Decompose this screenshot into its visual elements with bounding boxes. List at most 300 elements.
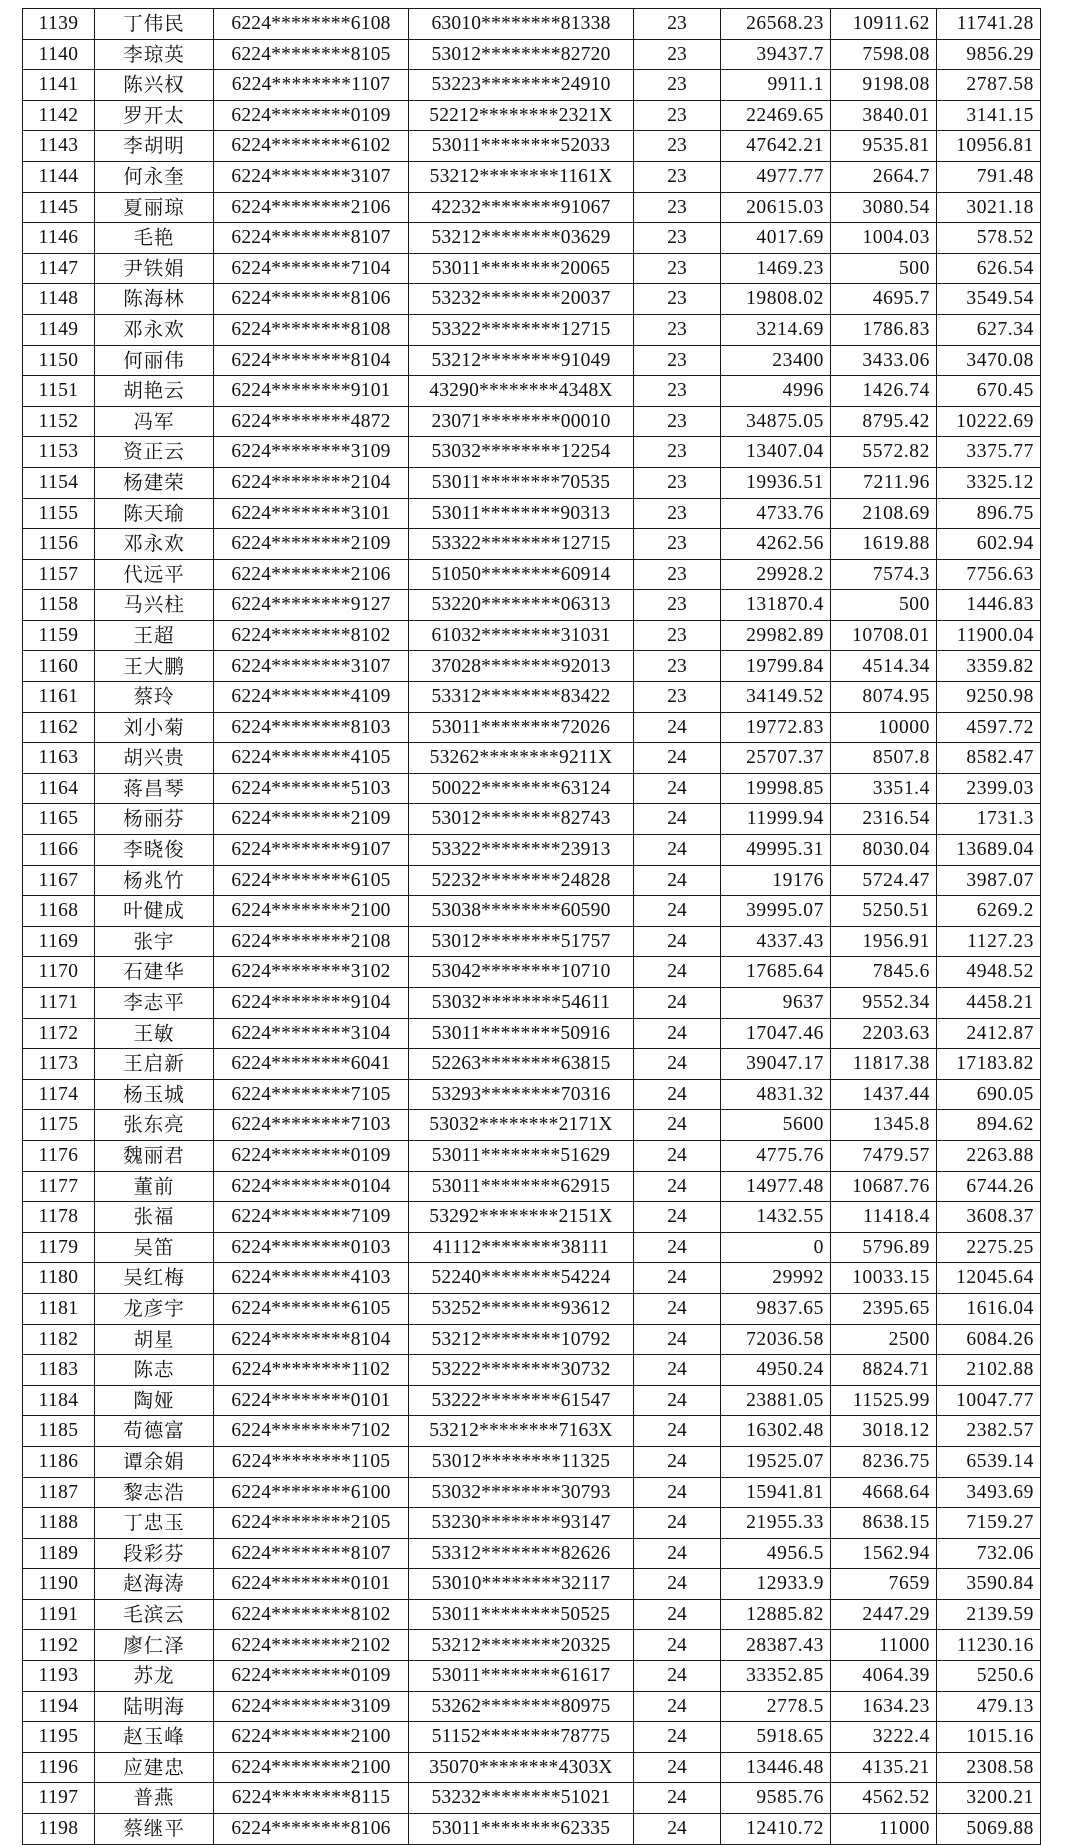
cell-amount_a: 19799.84 xyxy=(721,651,831,682)
cell-card: 6224********8105 xyxy=(214,39,409,70)
table-row xyxy=(23,1599,1041,1630)
table-row xyxy=(23,1263,1041,1294)
cell-name: 王敏 xyxy=(95,1018,214,1049)
cell-name: 杨建荣 xyxy=(95,467,214,498)
cell-card: 6224********0104 xyxy=(214,1171,409,1202)
cell-id: 53212********91049 xyxy=(409,345,634,376)
cell-seq: 1153 xyxy=(23,437,95,468)
cell-amount_a: 13446.48 xyxy=(721,1752,831,1783)
table-row xyxy=(23,1814,1041,1845)
cell-card: 6224********8104 xyxy=(214,345,409,376)
cell-amount_a: 39995.07 xyxy=(721,896,831,927)
cell-amount_b: 1426.74 xyxy=(831,376,937,407)
cell-amount_a: 4956.5 xyxy=(721,1538,831,1569)
cell-name: 吴红梅 xyxy=(95,1263,214,1294)
cell-amount_c: 7159.27 xyxy=(937,1508,1041,1539)
cell-amount_b: 3351.4 xyxy=(831,773,937,804)
cell-card: 6224********6105 xyxy=(214,865,409,896)
cell-amount_a: 4017.69 xyxy=(721,223,831,254)
cell-name: 蔡玲 xyxy=(95,682,214,713)
cell-amount_c: 9250.98 xyxy=(937,682,1041,713)
cell-name: 胡星 xyxy=(95,1324,214,1355)
cell-amount_b: 8795.42 xyxy=(831,406,937,437)
cell-amount_c: 791.48 xyxy=(937,161,1041,192)
cell-card: 6224********0109 xyxy=(214,100,409,131)
table-row xyxy=(23,896,1041,927)
cell-seq: 1142 xyxy=(23,100,95,131)
cell-amount_b: 4135.21 xyxy=(831,1752,937,1783)
cell-name: 苟德富 xyxy=(95,1416,214,1447)
cell-age: 24 xyxy=(634,1140,721,1171)
cell-amount_c: 3141.15 xyxy=(937,100,1041,131)
table-row xyxy=(23,1446,1041,1477)
table-row xyxy=(23,1324,1041,1355)
cell-amount_a: 34149.52 xyxy=(721,682,831,713)
cell-amount_c: 10956.81 xyxy=(937,131,1041,162)
cell-card: 6224********0101 xyxy=(214,1569,409,1600)
cell-amount_c: 896.75 xyxy=(937,498,1041,529)
cell-amount_b: 1004.03 xyxy=(831,223,937,254)
cell-card: 6224********8104 xyxy=(214,1324,409,1355)
cell-amount_a: 39047.17 xyxy=(721,1049,831,1080)
cell-amount_c: 2139.59 xyxy=(937,1599,1041,1630)
cell-amount_b: 9198.08 xyxy=(831,70,937,101)
cell-age: 24 xyxy=(634,1783,721,1814)
cell-amount_c: 626.54 xyxy=(937,253,1041,284)
cell-amount_b: 4695.7 xyxy=(831,284,937,315)
cell-age: 24 xyxy=(634,743,721,774)
cell-id: 53011********62915 xyxy=(409,1171,634,1202)
cell-seq: 1179 xyxy=(23,1232,95,1263)
cell-id: 53220********06313 xyxy=(409,590,634,621)
cell-amount_b: 11525.99 xyxy=(831,1385,937,1416)
cell-amount_a: 28387.43 xyxy=(721,1630,831,1661)
cell-name: 李胡明 xyxy=(95,131,214,162)
cell-amount_c: 2382.57 xyxy=(937,1416,1041,1447)
cell-amount_c: 578.52 xyxy=(937,223,1041,254)
cell-age: 24 xyxy=(634,957,721,988)
cell-seq: 1150 xyxy=(23,345,95,376)
cell-id: 53312********82626 xyxy=(409,1538,634,1569)
cell-name: 邓永欢 xyxy=(95,529,214,560)
cell-seq: 1151 xyxy=(23,376,95,407)
cell-amount_c: 627.34 xyxy=(937,314,1041,345)
cell-name: 丁伟民 xyxy=(95,9,214,40)
cell-amount_b: 2500 xyxy=(831,1324,937,1355)
cell-seq: 1189 xyxy=(23,1538,95,1569)
cell-amount_c: 3375.77 xyxy=(937,437,1041,468)
cell-name: 杨兆竹 xyxy=(95,865,214,896)
table-row xyxy=(23,1079,1041,1110)
table-row xyxy=(23,865,1041,896)
cell-amount_a: 2778.5 xyxy=(721,1691,831,1722)
cell-age: 24 xyxy=(634,1446,721,1477)
cell-amount_a: 72036.58 xyxy=(721,1324,831,1355)
cell-age: 24 xyxy=(634,1814,721,1845)
cell-amount_c: 3021.18 xyxy=(937,192,1041,223)
cell-amount_b: 8236.75 xyxy=(831,1446,937,1477)
table-row xyxy=(23,131,1041,162)
cell-amount_c: 3200.21 xyxy=(937,1783,1041,1814)
cell-id: 52240********54224 xyxy=(409,1263,634,1294)
cell-amount_a: 9911.1 xyxy=(721,70,831,101)
cell-age: 24 xyxy=(634,1018,721,1049)
cell-card: 6224********1105 xyxy=(214,1446,409,1477)
cell-id: 61032********31031 xyxy=(409,620,634,651)
cell-amount_b: 10911.62 xyxy=(831,9,937,40)
cell-name: 陶娅 xyxy=(95,1385,214,1416)
cell-age: 24 xyxy=(634,1324,721,1355)
cell-amount_c: 5250.6 xyxy=(937,1661,1041,1692)
cell-amount_b: 1634.23 xyxy=(831,1691,937,1722)
cell-amount_b: 2203.63 xyxy=(831,1018,937,1049)
cell-seq: 1173 xyxy=(23,1049,95,1080)
cell-id: 53011********72026 xyxy=(409,712,634,743)
cell-id: 52263********63815 xyxy=(409,1049,634,1080)
cell-amount_a: 5918.65 xyxy=(721,1722,831,1753)
cell-seq: 1193 xyxy=(23,1661,95,1692)
cell-id: 53038********60590 xyxy=(409,896,634,927)
cell-amount_b: 4668.64 xyxy=(831,1477,937,1508)
table-row xyxy=(23,100,1041,131)
cell-amount_c: 4597.72 xyxy=(937,712,1041,743)
cell-name: 何丽伟 xyxy=(95,345,214,376)
cell-seq: 1161 xyxy=(23,682,95,713)
cell-amount_c: 3493.69 xyxy=(937,1477,1041,1508)
cell-card: 6224********8102 xyxy=(214,1599,409,1630)
cell-id: 51050********60914 xyxy=(409,559,634,590)
cell-card: 6224********1107 xyxy=(214,70,409,101)
cell-amount_b: 1437.44 xyxy=(831,1079,937,1110)
cell-name: 廖仁泽 xyxy=(95,1630,214,1661)
table-row xyxy=(23,529,1041,560)
cell-amount_a: 4950.24 xyxy=(721,1355,831,1386)
cell-amount_a: 9637 xyxy=(721,988,831,1019)
cell-amount_c: 2308.58 xyxy=(937,1752,1041,1783)
cell-amount_c: 3325.12 xyxy=(937,467,1041,498)
cell-name: 陈天瑜 xyxy=(95,498,214,529)
cell-age: 24 xyxy=(634,804,721,835)
cell-amount_c: 11900.04 xyxy=(937,620,1041,651)
cell-age: 24 xyxy=(634,1079,721,1110)
cell-id: 51152********78775 xyxy=(409,1722,634,1753)
table-row xyxy=(23,1110,1041,1141)
cell-seq: 1144 xyxy=(23,161,95,192)
cell-id: 52232********24828 xyxy=(409,865,634,896)
cell-amount_b: 8824.71 xyxy=(831,1355,937,1386)
cell-id: 53011********52033 xyxy=(409,131,634,162)
cell-age: 24 xyxy=(634,1202,721,1233)
cell-amount_c: 6539.14 xyxy=(937,1446,1041,1477)
table-row xyxy=(23,682,1041,713)
table-row xyxy=(23,1569,1041,1600)
cell-seq: 1171 xyxy=(23,988,95,1019)
cell-name: 夏丽琼 xyxy=(95,192,214,223)
cell-age: 24 xyxy=(634,1538,721,1569)
table-row xyxy=(23,1630,1041,1661)
cell-amount_c: 1127.23 xyxy=(937,926,1041,957)
cell-name: 邓永欢 xyxy=(95,314,214,345)
cell-seq: 1170 xyxy=(23,957,95,988)
cell-id: 53212********1161X xyxy=(409,161,634,192)
cell-age: 23 xyxy=(634,559,721,590)
cell-amount_b: 3433.06 xyxy=(831,345,937,376)
cell-id: 53012********11325 xyxy=(409,1446,634,1477)
cell-amount_a: 12885.82 xyxy=(721,1599,831,1630)
cell-id: 53223********24910 xyxy=(409,70,634,101)
cell-age: 23 xyxy=(634,651,721,682)
cell-amount_a: 29928.2 xyxy=(721,559,831,590)
cell-amount_c: 11741.28 xyxy=(937,9,1041,40)
cell-seq: 1187 xyxy=(23,1477,95,1508)
cell-amount_a: 0 xyxy=(721,1232,831,1263)
cell-seq: 1148 xyxy=(23,284,95,315)
cell-amount_c: 3590.84 xyxy=(937,1569,1041,1600)
cell-id: 53042********10710 xyxy=(409,957,634,988)
cell-name: 马兴柱 xyxy=(95,590,214,621)
cell-card: 6224********2100 xyxy=(214,1752,409,1783)
cell-card: 6224********2102 xyxy=(214,1630,409,1661)
cell-age: 24 xyxy=(634,1691,721,1722)
cell-amount_a: 19772.83 xyxy=(721,712,831,743)
cell-id: 53232********51021 xyxy=(409,1783,634,1814)
cell-name: 吴笛 xyxy=(95,1232,214,1263)
cell-amount_a: 16302.48 xyxy=(721,1416,831,1447)
table-row xyxy=(23,345,1041,376)
cell-amount_b: 8074.95 xyxy=(831,682,937,713)
cell-name: 应建忠 xyxy=(95,1752,214,1783)
table-row xyxy=(23,743,1041,774)
cell-amount_a: 23400 xyxy=(721,345,831,376)
cell-amount_c: 9856.29 xyxy=(937,39,1041,70)
table-row xyxy=(23,1018,1041,1049)
table-row xyxy=(23,1140,1041,1171)
cell-amount_c: 8582.47 xyxy=(937,743,1041,774)
cell-seq: 1163 xyxy=(23,743,95,774)
cell-name: 李晓俊 xyxy=(95,835,214,866)
cell-card: 6224********4872 xyxy=(214,406,409,437)
cell-amount_a: 19808.02 xyxy=(721,284,831,315)
cell-id: 53230********93147 xyxy=(409,1508,634,1539)
cell-amount_b: 3222.4 xyxy=(831,1722,937,1753)
cell-name: 蒋昌琴 xyxy=(95,773,214,804)
cell-amount_a: 19176 xyxy=(721,865,831,896)
cell-seq: 1185 xyxy=(23,1416,95,1447)
cell-amount_b: 500 xyxy=(831,253,937,284)
table-row xyxy=(23,253,1041,284)
cell-amount_b: 11418.4 xyxy=(831,1202,937,1233)
cell-age: 23 xyxy=(634,70,721,101)
cell-name: 陈兴权 xyxy=(95,70,214,101)
table-row xyxy=(23,620,1041,651)
cell-amount_c: 3608.37 xyxy=(937,1202,1041,1233)
cell-id: 53012********51757 xyxy=(409,926,634,957)
cell-age: 24 xyxy=(634,1385,721,1416)
cell-amount_b: 2664.7 xyxy=(831,161,937,192)
cell-amount_b: 7574.3 xyxy=(831,559,937,590)
cell-card: 6224********8108 xyxy=(214,314,409,345)
cell-age: 24 xyxy=(634,1569,721,1600)
cell-seq: 1183 xyxy=(23,1355,95,1386)
cell-card: 6224********2109 xyxy=(214,529,409,560)
cell-card: 6224********4109 xyxy=(214,682,409,713)
cell-name: 董前 xyxy=(95,1171,214,1202)
cell-amount_c: 13689.04 xyxy=(937,835,1041,866)
cell-id: 53011********62335 xyxy=(409,1814,634,1845)
cell-amount_b: 2447.29 xyxy=(831,1599,937,1630)
cell-seq: 1182 xyxy=(23,1324,95,1355)
cell-amount_c: 1731.3 xyxy=(937,804,1041,835)
cell-age: 24 xyxy=(634,926,721,957)
cell-id: 53011********61617 xyxy=(409,1661,634,1692)
table-row xyxy=(23,926,1041,957)
cell-amount_b: 9535.81 xyxy=(831,131,937,162)
cell-age: 24 xyxy=(634,1171,721,1202)
table-row xyxy=(23,161,1041,192)
table-row xyxy=(23,406,1041,437)
cell-amount_b: 8507.8 xyxy=(831,743,937,774)
cell-id: 43290********4348X xyxy=(409,376,634,407)
cell-amount_c: 2102.88 xyxy=(937,1355,1041,1386)
cell-name: 石建华 xyxy=(95,957,214,988)
cell-amount_a: 19936.51 xyxy=(721,467,831,498)
cell-name: 尹铁娟 xyxy=(95,253,214,284)
cell-amount_c: 690.05 xyxy=(937,1079,1041,1110)
spreadsheet-sheet xyxy=(22,8,1040,1845)
cell-seq: 1197 xyxy=(23,1783,95,1814)
cell-age: 24 xyxy=(634,896,721,927)
cell-amount_c: 602.94 xyxy=(937,529,1041,560)
cell-name: 普燕 xyxy=(95,1783,214,1814)
cell-amount_b: 1345.8 xyxy=(831,1110,937,1141)
cell-seq: 1172 xyxy=(23,1018,95,1049)
cell-name: 赵海涛 xyxy=(95,1569,214,1600)
table-row xyxy=(23,437,1041,468)
cell-amount_a: 1432.55 xyxy=(721,1202,831,1233)
cell-id: 53212********7163X xyxy=(409,1416,634,1447)
cell-amount_a: 17685.64 xyxy=(721,957,831,988)
cell-age: 23 xyxy=(634,437,721,468)
cell-amount_b: 9552.34 xyxy=(831,988,937,1019)
cell-amount_a: 26568.23 xyxy=(721,9,831,40)
cell-id: 53011********51629 xyxy=(409,1140,634,1171)
cell-seq: 1159 xyxy=(23,620,95,651)
cell-amount_c: 1616.04 xyxy=(937,1293,1041,1324)
cell-amount_a: 9837.65 xyxy=(721,1293,831,1324)
cell-age: 24 xyxy=(634,1355,721,1386)
cell-name: 杨玉城 xyxy=(95,1079,214,1110)
cell-amount_c: 10047.77 xyxy=(937,1385,1041,1416)
cell-seq: 1164 xyxy=(23,773,95,804)
cell-seq: 1176 xyxy=(23,1140,95,1171)
table-row xyxy=(23,1232,1041,1263)
cell-id: 53032********12254 xyxy=(409,437,634,468)
cell-age: 23 xyxy=(634,590,721,621)
cell-amount_a: 49995.31 xyxy=(721,835,831,866)
cell-amount_c: 12045.64 xyxy=(937,1263,1041,1294)
cell-amount_a: 5600 xyxy=(721,1110,831,1141)
cell-name: 毛滨云 xyxy=(95,1599,214,1630)
cell-amount_a: 14977.48 xyxy=(721,1171,831,1202)
table-row xyxy=(23,70,1041,101)
cell-age: 23 xyxy=(634,314,721,345)
cell-amount_b: 10687.76 xyxy=(831,1171,937,1202)
cell-name: 苏龙 xyxy=(95,1661,214,1692)
cell-card: 6224********3109 xyxy=(214,1691,409,1722)
cell-amount_c: 3359.82 xyxy=(937,651,1041,682)
cell-amount_c: 1446.83 xyxy=(937,590,1041,621)
table-row xyxy=(23,1538,1041,1569)
cell-seq: 1139 xyxy=(23,9,95,40)
cell-amount_a: 23881.05 xyxy=(721,1385,831,1416)
cell-name: 刘小菊 xyxy=(95,712,214,743)
cell-name: 毛艳 xyxy=(95,223,214,254)
cell-id: 42232********91067 xyxy=(409,192,634,223)
cell-name: 段彩芬 xyxy=(95,1538,214,1569)
cell-name: 杨丽芬 xyxy=(95,804,214,835)
cell-seq: 1157 xyxy=(23,559,95,590)
cell-age: 24 xyxy=(634,1630,721,1661)
cell-name: 王超 xyxy=(95,620,214,651)
cell-name: 罗开太 xyxy=(95,100,214,131)
cell-card: 6224********3109 xyxy=(214,437,409,468)
cell-amount_a: 4733.76 xyxy=(721,498,831,529)
cell-seq: 1146 xyxy=(23,223,95,254)
cell-id: 53212********20325 xyxy=(409,1630,634,1661)
cell-amount_c: 2412.87 xyxy=(937,1018,1041,1049)
cell-seq: 1140 xyxy=(23,39,95,70)
cell-amount_b: 8638.15 xyxy=(831,1508,937,1539)
cell-seq: 1155 xyxy=(23,498,95,529)
cell-amount_a: 47642.21 xyxy=(721,131,831,162)
cell-amount_b: 7598.08 xyxy=(831,39,937,70)
cell-seq: 1196 xyxy=(23,1752,95,1783)
cell-amount_a: 33352.85 xyxy=(721,1661,831,1692)
cell-name: 谭余娟 xyxy=(95,1446,214,1477)
table-row xyxy=(23,1691,1041,1722)
cell-amount_a: 11999.94 xyxy=(721,804,831,835)
cell-id: 53212********03629 xyxy=(409,223,634,254)
cell-amount_b: 10708.01 xyxy=(831,620,937,651)
table-row xyxy=(23,376,1041,407)
table-row xyxy=(23,559,1041,590)
table-row xyxy=(23,651,1041,682)
cell-amount_b: 7479.57 xyxy=(831,1140,937,1171)
cell-age: 24 xyxy=(634,1110,721,1141)
cell-age: 23 xyxy=(634,192,721,223)
cell-name: 何永奎 xyxy=(95,161,214,192)
cell-amount_a: 4775.76 xyxy=(721,1140,831,1171)
cell-amount_c: 732.06 xyxy=(937,1538,1041,1569)
cell-age: 23 xyxy=(634,253,721,284)
cell-amount_b: 4562.52 xyxy=(831,1783,937,1814)
cell-age: 24 xyxy=(634,1232,721,1263)
cell-age: 24 xyxy=(634,1722,721,1753)
cell-card: 6224********3101 xyxy=(214,498,409,529)
cell-age: 24 xyxy=(634,865,721,896)
cell-amount_a: 1469.23 xyxy=(721,253,831,284)
cell-age: 23 xyxy=(634,498,721,529)
cell-card: 6224********9104 xyxy=(214,988,409,1019)
cell-card: 6224********6100 xyxy=(214,1477,409,1508)
table-row xyxy=(23,498,1041,529)
cell-name: 王启新 xyxy=(95,1049,214,1080)
cell-age: 23 xyxy=(634,131,721,162)
cell-id: 53010********32117 xyxy=(409,1569,634,1600)
cell-amount_c: 3987.07 xyxy=(937,865,1041,896)
cell-card: 6224********8115 xyxy=(214,1783,409,1814)
cell-amount_c: 4948.52 xyxy=(937,957,1041,988)
